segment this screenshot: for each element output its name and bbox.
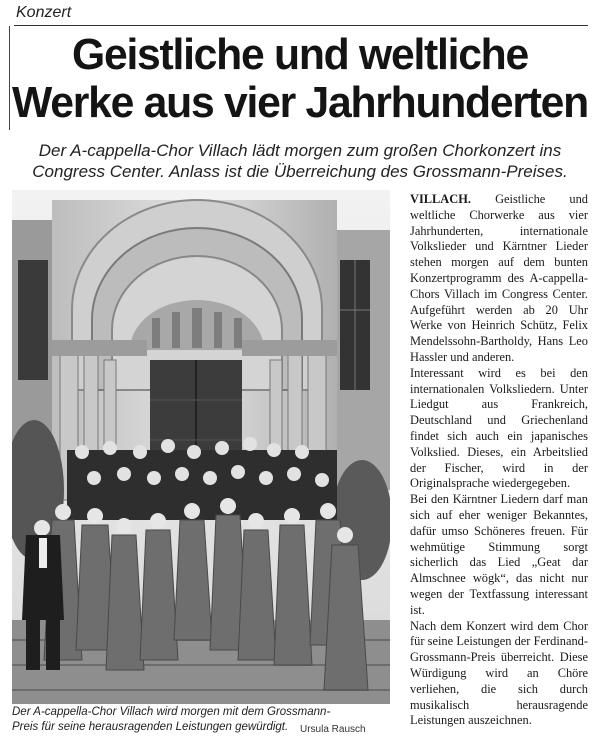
photo-credit: Ursula Rausch	[300, 724, 366, 735]
photo-caption-line-1: Der A-cappella-Chor Villach wird morgen mit dem Grossmann-	[12, 706, 331, 718]
article-paragraph-3: Bei den Kärntner Liedern darf man sich auf eher weniger Bekanntes, dafür umso Schöneres freuen. Für wehmütige Stimmung sorgt sicherlich das Lied „Geat dar Almschnee wögk“, das nicht nur wegen der Textfassung interessant ist.	[410, 492, 588, 617]
subheadline-line-1: Der A-cappella-Chor Villach lädt morgen zum großen Chorkonzert ins	[38, 141, 562, 160]
photo-caption-line-2: Preis für seine herausragenden Leistungen gewürdigt.	[12, 721, 289, 733]
rubric-divider	[14, 25, 588, 26]
article-paragraph-2: Interessant wird es bei den internationalen Volksliedern. Unter Liedgut aus Frankreich, Deutschland und Griechenland findet sich auch ein japanisches Volkslied. Dieses, ein Arbeitslied der Fischer, wird in der Originalsprache wiedergegeben.	[410, 365, 588, 491]
subheadline	[0, 140, 600, 182]
choir-photo	[12, 190, 390, 704]
headline-line-2: Werke aus vier Jahrhunderten	[12, 78, 588, 127]
article-body	[410, 192, 588, 729]
article-paragraph-1	[410, 192, 588, 366]
headline-line-1: Geistliche und weltliche	[72, 30, 528, 79]
article-paragraph-1-text: Geistliche und weltliche Chorwerke aus vier Jahrhunderten, internationale Volkslieder und Kärntner Lieder stehen morgen auf dem bunten Konzertprogramm des A-cappella-Chors Villach im Congress Center. Aufgeführt werden ab 20 Uhr Werke von Heinrich Schütz, Felix Mendelssohn-Bartholdy, Hans Leo Hassler und anderen.	[410, 192, 588, 364]
headline	[9, 31, 591, 127]
subheadline-line-2: Congress Center. Anlass ist die Überreichung des Grossmann-Preises.	[32, 162, 568, 181]
article-paragraph-4: Nach dem Konzert wird dem Chor für seine Leistungen der Ferdinand-Grossmann-Preis überreicht. Diese Würdigung wird an Chöre verliehen, die sich durch musikalisch herausragende Leistungen auszeichnen.	[410, 618, 588, 728]
dateline: VILLACH.	[410, 192, 471, 206]
section-rubric: Konzert	[16, 4, 72, 21]
choir-photo-illustration	[12, 190, 390, 704]
